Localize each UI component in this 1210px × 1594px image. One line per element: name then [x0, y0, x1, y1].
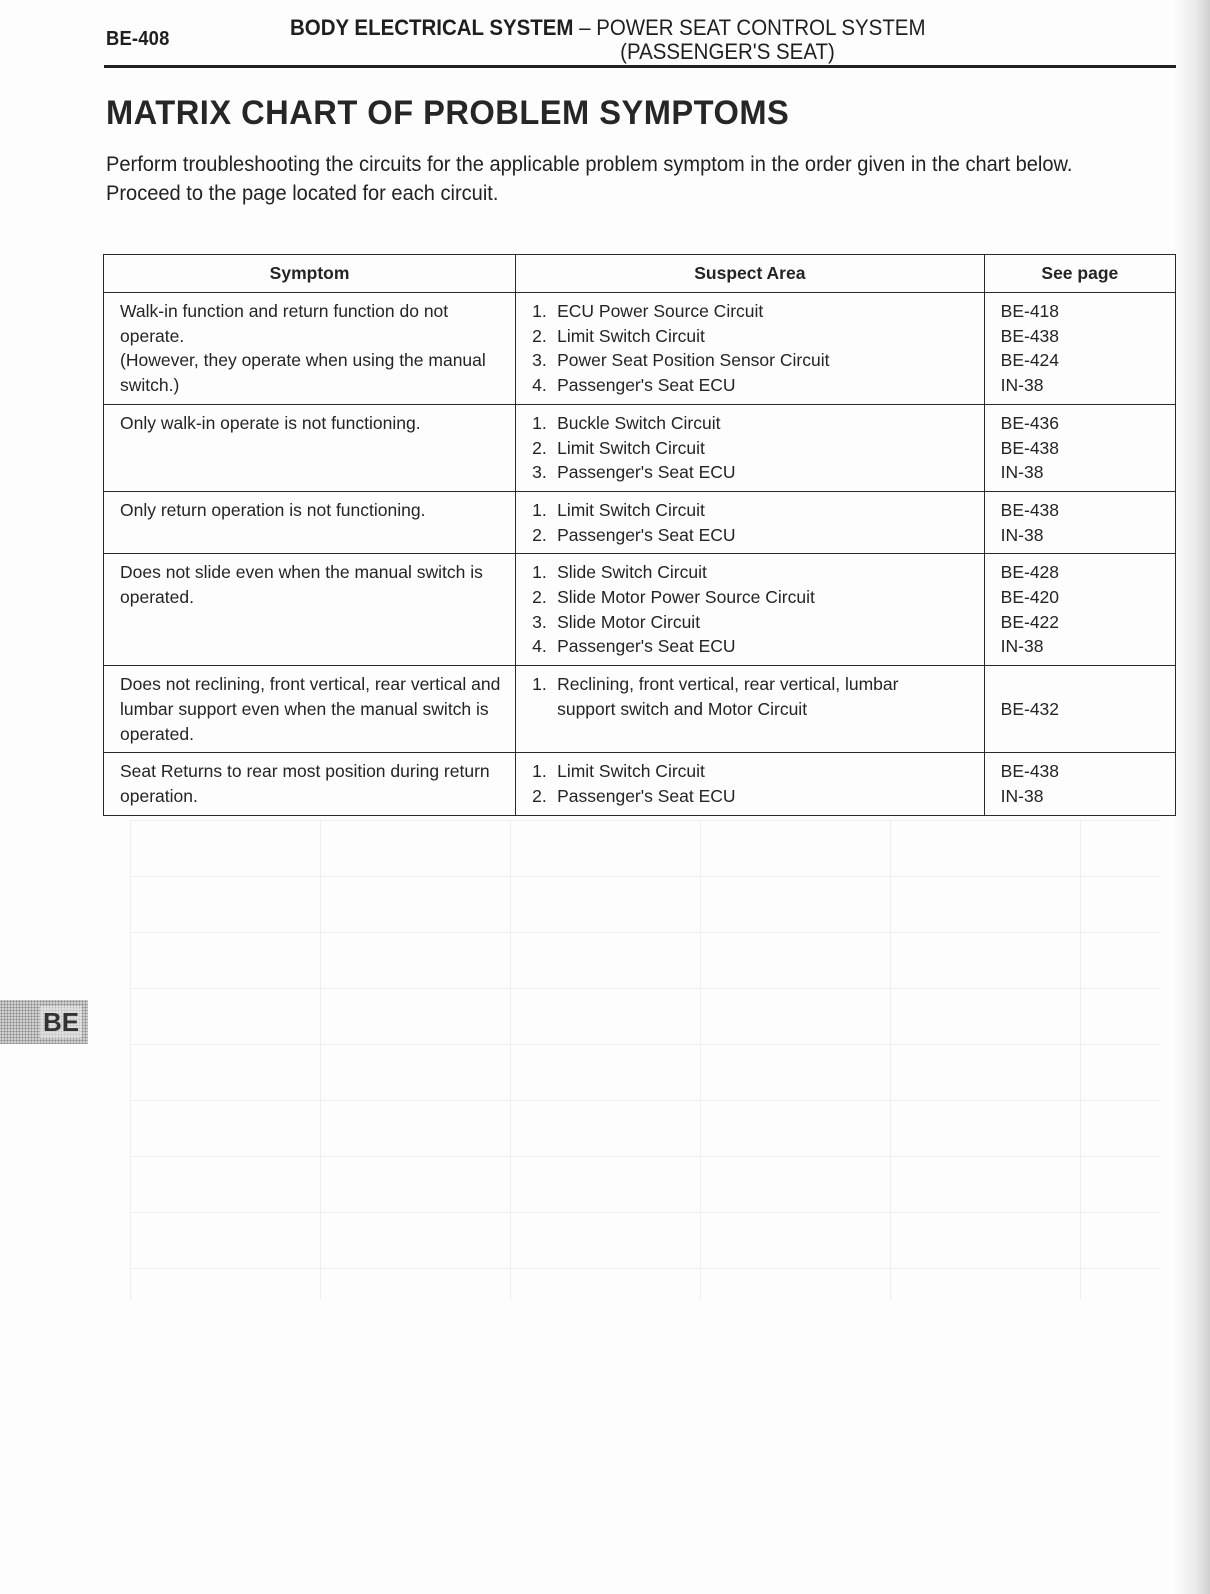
- suspect-item: [532, 610, 970, 635]
- bleed-through-ghost: [130, 820, 1160, 1300]
- see-page-cell: [984, 554, 1175, 666]
- suspect-area-cell: [516, 666, 985, 753]
- table-row: [104, 293, 1176, 405]
- suspect-item-number: 1.: [532, 674, 547, 695]
- suspect-item: [532, 634, 970, 659]
- symptom-text: Does not reclining, front vertical, rear vertical and lumbar support even when the manual switch is operated.: [120, 674, 501, 744]
- suspect-item-number: 1.: [532, 301, 547, 321]
- see-page-cell: [984, 666, 1175, 753]
- suspect-item-text: Limit Switch Circuit: [557, 325, 705, 346]
- suspect-item: [532, 436, 970, 461]
- header-title-line2: (PASSENGER'S SEAT): [620, 39, 835, 64]
- see-page-cell: [984, 404, 1175, 491]
- symptom-text: Only return operation is not functioning.: [120, 499, 426, 520]
- page-reference: BE-438: [1000, 499, 1060, 520]
- page-reference: BE-422: [1000, 611, 1060, 632]
- intro-paragraph: Proceed to the page located for each circuit.: [106, 182, 499, 205]
- suspect-item-continuation: support switch and Motor Circuit: [557, 698, 808, 719]
- section-tab-be: [0, 1000, 88, 1044]
- symptom-text: Only walk-in operate is not functioning.: [120, 412, 421, 433]
- suspect-item-text: Power Seat Position Sensor Circuit: [557, 350, 830, 371]
- page-reference: IN-38: [1000, 524, 1044, 545]
- page-reference: BE-428: [1000, 562, 1060, 583]
- table-row: [104, 491, 1176, 553]
- page-reference: BE-438: [1000, 437, 1060, 458]
- column-header-see-page: See page: [984, 255, 1175, 293]
- suspect-item: [532, 324, 970, 349]
- header-title: [290, 16, 997, 64]
- suspect-item: [532, 498, 970, 523]
- suspect-item-text: Slide Switch Circuit: [557, 562, 707, 583]
- suspect-item: [532, 784, 970, 809]
- header-divider: [104, 65, 1176, 68]
- page-reference: BE-438: [1000, 761, 1060, 782]
- symptom-text: (However, they operate when using the manual switch.): [120, 350, 486, 396]
- table-row: [104, 666, 1176, 753]
- suspect-item-text: Limit Switch Circuit: [557, 437, 705, 458]
- suspect-item: [532, 560, 970, 585]
- symptom-cell: [104, 491, 516, 553]
- suspect-area-cell: [516, 293, 985, 405]
- suspect-area-cell: [516, 554, 985, 666]
- suspect-item-text: Limit Switch Circuit: [557, 761, 705, 782]
- suspect-item-text: Passenger's Seat ECU: [557, 785, 736, 806]
- header-title-line1: [290, 16, 997, 40]
- suspect-item-text: Limit Switch Circuit: [557, 499, 705, 520]
- suspect-item-number: 2.: [532, 587, 547, 608]
- table-row: [104, 404, 1176, 491]
- header-title-separator: –: [573, 15, 597, 40]
- suspect-item: [532, 585, 970, 610]
- table-header-row: [104, 255, 1176, 293]
- intro-paragraph: Perform troubleshooting the circuits for the applicable problem symptom in the order given in the chart below.: [106, 153, 1073, 176]
- symptom-matrix-table: [103, 254, 1176, 816]
- see-page-cell: [984, 491, 1175, 553]
- symptom-cell: [104, 293, 516, 405]
- suspect-item-number: 3.: [532, 350, 547, 371]
- table-body: [104, 293, 1176, 816]
- suspect-item-text: Passenger's Seat ECU: [557, 462, 736, 483]
- page-reference: BE-420: [1000, 587, 1060, 608]
- intro-text: [106, 150, 1128, 208]
- suspect-item-number: 4.: [532, 375, 547, 396]
- symptom-text: Seat Returns to rear most position during return operation.: [120, 761, 490, 806]
- column-header-suspect-area: Suspect Area: [516, 255, 985, 293]
- suspect-item-number: 1.: [532, 499, 547, 520]
- suspect-area-cell: [516, 491, 985, 553]
- section-tab-label: BE: [40, 1006, 82, 1038]
- header-title-section: BODY ELECTRICAL SYSTEM: [290, 15, 574, 40]
- suspect-item: [532, 460, 970, 485]
- suspect-item-text: Buckle Switch Circuit: [557, 412, 721, 433]
- symptom-text: Walk-in function and return function do not operate.: [120, 301, 449, 346]
- suspect-item-number: 2.: [532, 524, 547, 545]
- suspect-item-text: Reclining, front vertical, rear vertical, lumbar: [557, 674, 899, 695]
- table-row: [104, 554, 1176, 666]
- page-number: BE-408: [106, 28, 170, 50]
- suspect-area-cell: [516, 753, 985, 815]
- symptom-cell: [104, 554, 516, 666]
- column-header-symptom: Symptom: [104, 255, 516, 293]
- suspect-item: [532, 672, 970, 697]
- page-reference: IN-38: [1000, 785, 1044, 806]
- page-reference: BE-424: [1000, 350, 1060, 371]
- symptom-cell: [104, 404, 516, 491]
- suspect-item: [532, 348, 970, 373]
- symptom-text: Does not slide even when the manual switch is operated.: [120, 562, 483, 608]
- suspect-item: [532, 411, 970, 436]
- page-edge-shadow: [1174, 0, 1210, 1594]
- suspect-item: [532, 373, 970, 398]
- suspect-item: [532, 299, 970, 324]
- suspect-item: [532, 523, 970, 548]
- table-row: [104, 753, 1176, 815]
- suspect-area-cell: [516, 404, 985, 491]
- suspect-item-text: Passenger's Seat ECU: [557, 524, 736, 545]
- header-title-subsection: POWER SEAT CONTROL SYSTEM: [596, 15, 926, 40]
- see-page-cell: [984, 753, 1175, 815]
- suspect-item: [532, 759, 970, 784]
- section-title: MATRIX CHART OF PROBLEM SYMPTOMS: [106, 94, 790, 132]
- suspect-item-text: Slide Motor Power Source Circuit: [557, 587, 815, 608]
- suspect-item-text: Slide Motor Circuit: [557, 611, 701, 632]
- suspect-item-text: Passenger's Seat ECU: [557, 636, 736, 657]
- page-reference: IN-38: [1000, 462, 1044, 483]
- suspect-item-number: 2.: [532, 437, 547, 458]
- page-reference: BE-418: [1000, 301, 1060, 321]
- suspect-item-number: 1.: [532, 412, 547, 433]
- symptom-cell: [104, 666, 516, 753]
- page-reference: IN-38: [1000, 375, 1044, 396]
- page-reference: IN-38: [1000, 636, 1044, 657]
- suspect-item-text: ECU Power Source Circuit: [557, 301, 764, 321]
- suspect-item-number: 4.: [532, 636, 547, 657]
- page-reference: BE-432: [1000, 698, 1060, 719]
- suspect-item-number: 2.: [532, 325, 547, 346]
- see-page-cell: [984, 293, 1175, 405]
- suspect-item-number: 1.: [532, 761, 547, 782]
- suspect-item-number: 2.: [532, 785, 547, 806]
- suspect-item-number: 3.: [532, 462, 547, 483]
- page-reference: BE-436: [1000, 412, 1060, 433]
- suspect-item-number: 1.: [532, 562, 547, 583]
- suspect-item-text: Passenger's Seat ECU: [557, 375, 736, 396]
- symptom-cell: [104, 753, 516, 815]
- suspect-item-number: 3.: [532, 611, 547, 632]
- page-reference: BE-438: [1000, 325, 1060, 346]
